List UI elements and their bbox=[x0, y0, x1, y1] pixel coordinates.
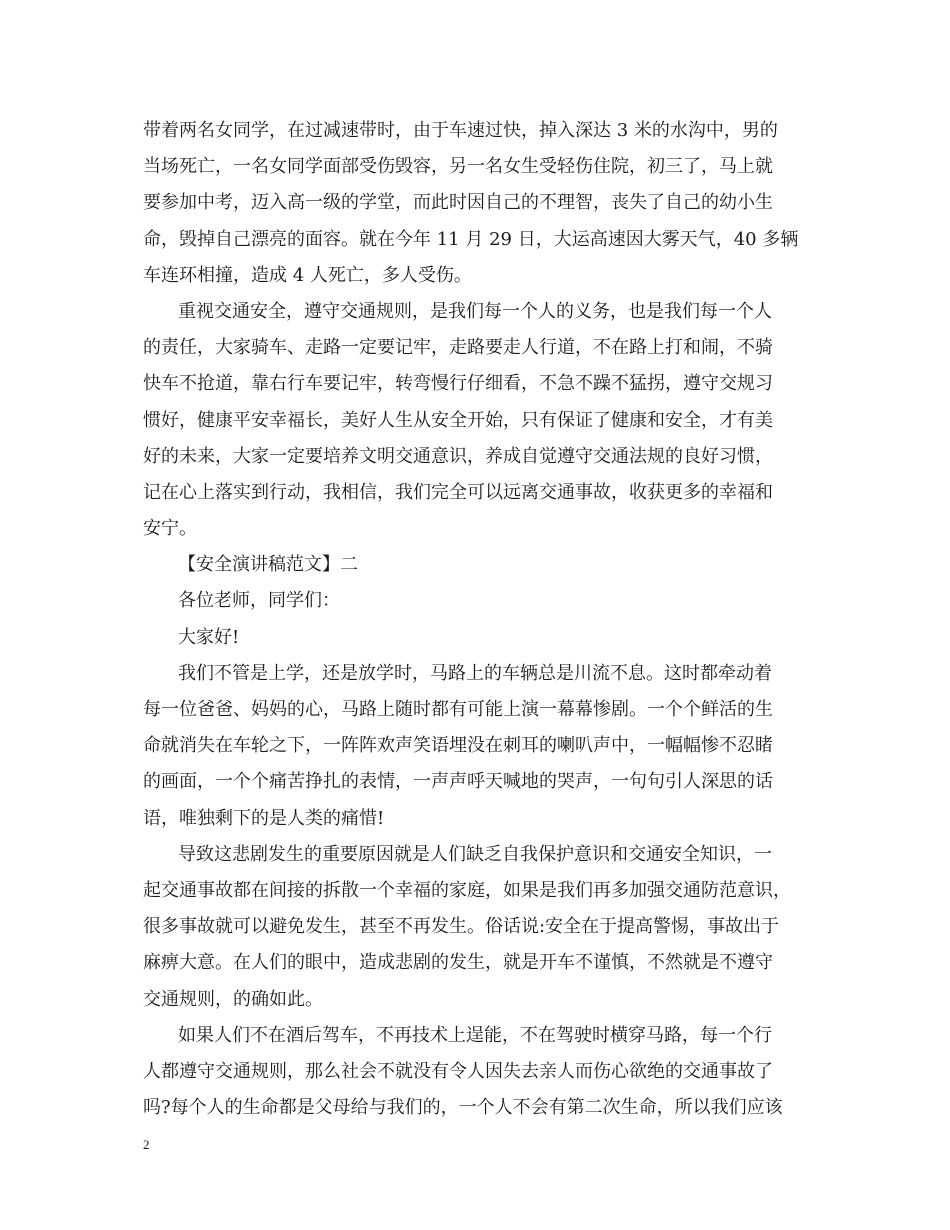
greeting: 大家好! bbox=[178, 626, 240, 648]
text-line: 安宁。 bbox=[143, 518, 197, 540]
text-line: 起交通事故都在间接的拆散一个幸福的家庭，如果是我们再多加强交通防范意识， bbox=[143, 879, 791, 901]
salutation: 各位老师，同学们： bbox=[178, 590, 340, 612]
text-line: 惯好，健康平安幸福长，美好人生从安全开始，只有保证了健康和安全，才有美 bbox=[143, 409, 773, 431]
text-line: 好的未来，大家一定要培养文明交通意识，养成自觉遵守交通法规的良好习惯， bbox=[143, 445, 773, 467]
text-line: 交通规则，的确如此。 bbox=[143, 988, 323, 1010]
text-line: 当场死亡，一名女同学面部受伤毁容，另一名女生受轻伤住院，初三了，马上就 bbox=[143, 156, 773, 178]
text-line: 命就消失在车轮之下，一阵阵欢声笑语埋没在刺耳的喇叭声中，一幅幅惨不忍睹 bbox=[143, 735, 773, 757]
paragraph-start-line: 如果人们不在酒后驾车，不再技术上逞能，不在驾驶时横穿马路，每一个行 bbox=[178, 1024, 772, 1046]
text-line: 吗?每个人的生命都是父母给与我们的，一个人不会有第二次生命，所以我们应该 bbox=[143, 1097, 783, 1119]
page-number: 2 bbox=[143, 1137, 150, 1152]
text-line: 快车不抢道，靠右行车要记牢，转弯慢行仔细看，不急不躁不猛拐，遵守交规习 bbox=[143, 373, 773, 395]
paragraph-start-line: 重视交通安全，遵守交通规则，是我们每一个人的义务，也是我们每一个人 bbox=[178, 300, 772, 322]
text-line: 车连环相撞，造成 4 人死亡，多人受伤。 bbox=[143, 264, 472, 286]
text-line: 带着两名女同学，在过减速带时，由于车速过快，掉入深达 3 米的水沟中，男的 bbox=[143, 120, 778, 141]
document-body bbox=[143, 113, 823, 1126]
text-line: 语，唯独剩下的是人类的痛惜! bbox=[143, 807, 385, 829]
paragraph-start-line: 我们不管是上学，还是放学时，马路上的车辆总是川流不息。这时都牵动着 bbox=[178, 662, 772, 684]
paragraph-start-line: 导致这悲剧发生的重要原因就是人们缺乏自我保护意识和交通安全知识，一 bbox=[178, 843, 772, 865]
text-line: 的画面，一个个痛苦挣扎的表情，一声声呼天喊地的哭声，一句句引人深思的话 bbox=[143, 771, 773, 793]
text-line: 的责任，大家骑车、走路一定要记牢，走路要走人行道，不在路上打和闹，不骑 bbox=[143, 337, 773, 359]
section-heading: 【安全演讲稿范文】二 bbox=[178, 554, 358, 576]
text-line: 要参加中考，迈入高一级的学堂，而此时因自己的不理智，丧失了自己的幼小生 bbox=[143, 192, 773, 214]
text-line: 人都遵守交通规则，那么社会不就没有令人因失去亲人而伤心欲绝的交通事故了 bbox=[143, 1060, 773, 1082]
text-line: 很多事故就可以避免发生，甚至不再发生。俗话说:安全在于提高警惕，事故出于 bbox=[143, 916, 780, 938]
text-line: 每一位爸爸、妈妈的心，马路上随时都有可能上演一幕幕惨剧。一个个鲜活的生 bbox=[143, 699, 773, 720]
text-line: 命，毁掉自己漂亮的面容。就在今年 11 月 29 日，大运高速因大雾天气，40 多辆 bbox=[143, 228, 799, 250]
text-line: 记在心上落实到行动，我相信，我们完全可以远离交通事故，收获更多的幸福和 bbox=[143, 481, 773, 503]
text-line: 麻痹大意。在人们的眼中，造成悲剧的发生，就是开车不谨慎，不然就是不遵守 bbox=[143, 952, 773, 974]
